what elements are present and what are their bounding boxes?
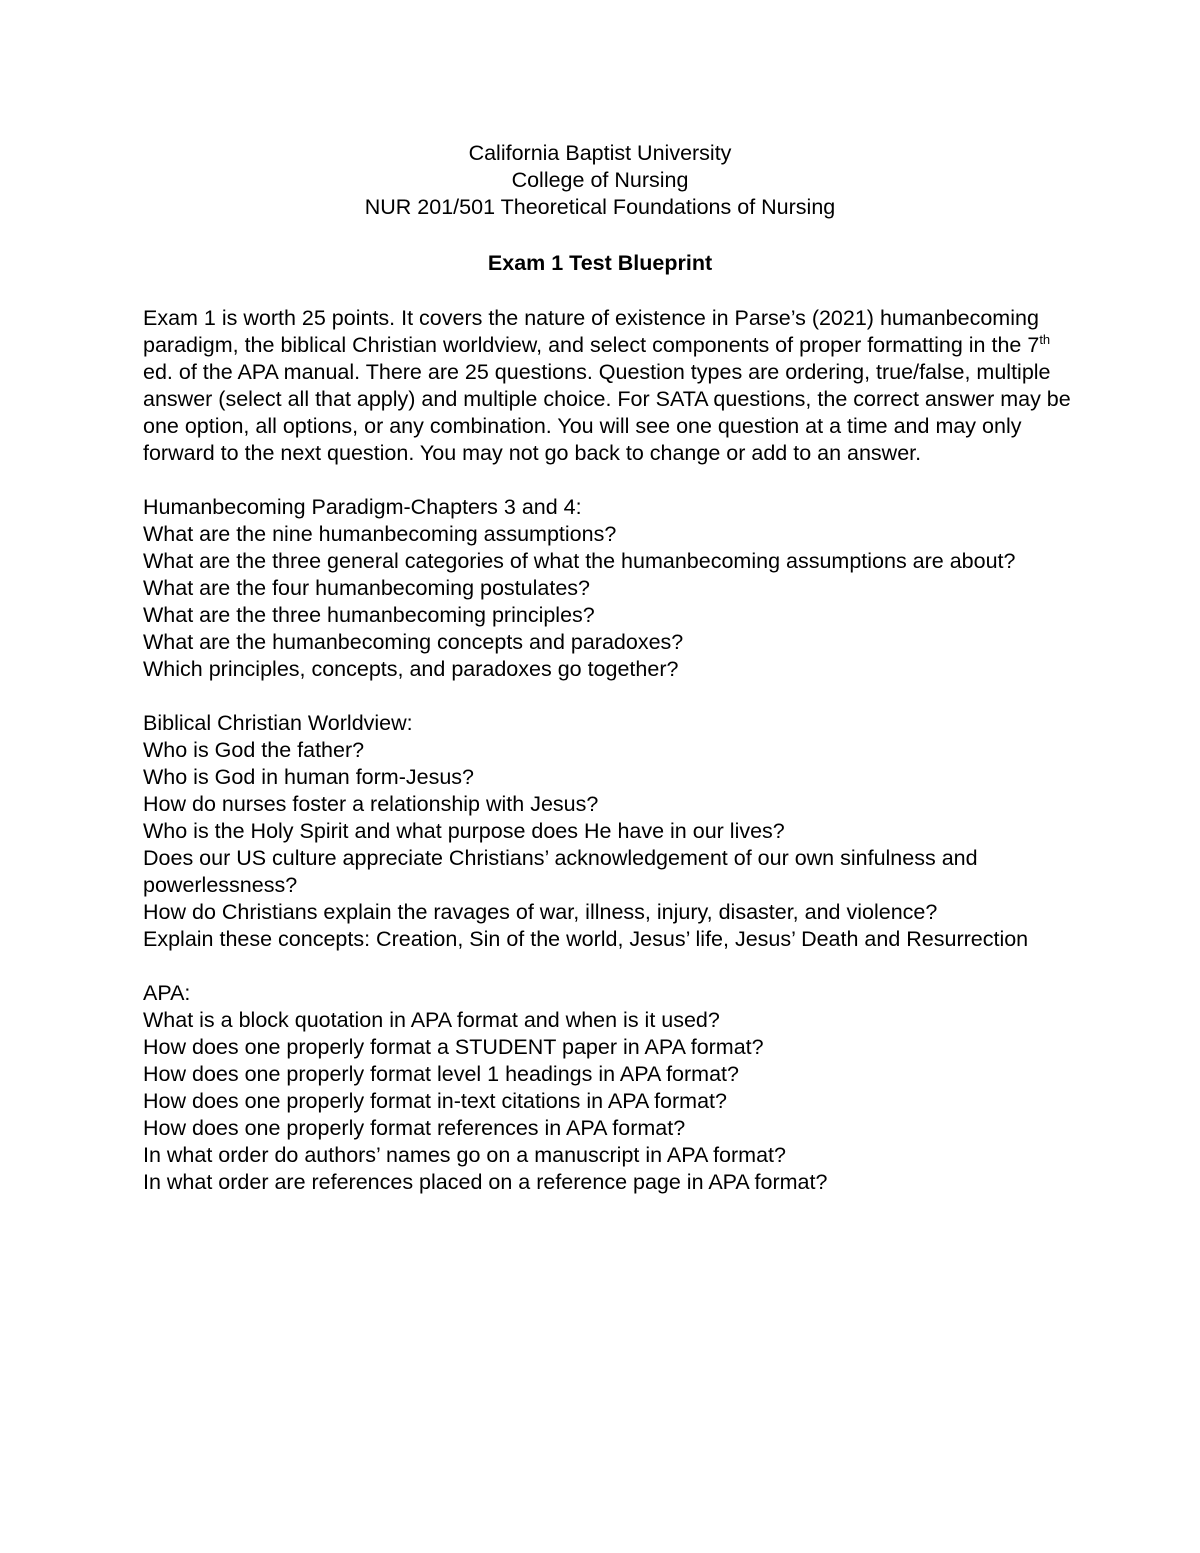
document-body — [143, 305, 1078, 1196]
university-name: California Baptist University — [468, 141, 732, 165]
question-item: In what order do authors’ names go on a manuscript in APA format? — [143, 1143, 786, 1167]
intro-superscript: th — [1039, 331, 1051, 347]
question-item: Does our US culture appreciate Christians’ acknowledgement of our own sinfulness and powerlessness? — [143, 846, 978, 897]
question-item: Who is God the father? — [143, 738, 365, 762]
question-item: Who is the Holy Spirit and what purpose does He have in our lives? — [143, 819, 785, 843]
question-item: How do Christians explain the ravages of war, illness, injury, disaster, and violence? — [143, 900, 938, 924]
question-item: Which principles, concepts, and paradoxes go together? — [143, 657, 679, 681]
question-item: How does one properly format references in APA format? — [143, 1116, 686, 1140]
intro-text-part2: ed. of the APA manual. There are 25 questions. Question types are ordering, true/false, multiple answer (select all that apply) and multiple choice. For SATA questions, the correct answer may be one option, all options, or any combination. You will see one question at a time and may only forward to the next question. You may not go back to change or add to an answer. — [143, 360, 1071, 465]
question-item: In what order are references placed on a reference page in APA format? — [143, 1170, 828, 1194]
section-christian-worldview — [143, 710, 1078, 953]
section-humanbecoming — [143, 494, 1078, 683]
course-title: NUR 201/501 Theoretical Foundations of Nursing — [364, 195, 836, 219]
college-name: College of Nursing — [511, 168, 689, 192]
section-heading: APA: — [143, 981, 191, 1005]
question-item: How does one properly format level 1 headings in APA format? — [143, 1062, 739, 1086]
intro-paragraph — [143, 305, 1078, 467]
question-item: What are the humanbecoming concepts and paradoxes? — [143, 630, 684, 654]
question-item: How does one properly format in-text citations in APA format? — [143, 1089, 727, 1113]
question-item: What are the three general categories of what the humanbecoming assumptions are about? — [143, 549, 1016, 573]
question-item: What are the four humanbecoming postulates? — [143, 576, 590, 600]
question-item: How do nurses foster a relationship with Jesus? — [143, 792, 599, 816]
question-item: What are the three humanbecoming principles? — [143, 603, 595, 627]
question-item: What are the nine humanbecoming assumptions? — [143, 522, 617, 546]
question-item: How does one properly format a STUDENT paper in APA format? — [143, 1035, 764, 1059]
question-item: What is a block quotation in APA format and when is it used? — [143, 1008, 720, 1032]
question-item: Explain these concepts: Creation, Sin of the world, Jesus’ life, Jesus’ Death and Resurrection — [143, 927, 1029, 951]
section-apa — [143, 980, 1078, 1196]
question-item: Who is God in human form-Jesus? — [143, 765, 474, 789]
section-heading: Biblical Christian Worldview: — [143, 711, 413, 735]
document-header — [0, 140, 1200, 221]
exam-title: Exam 1 Test Blueprint — [487, 251, 713, 275]
section-heading: Humanbecoming Paradigm-Chapters 3 and 4: — [143, 495, 582, 519]
intro-text-part1: Exam 1 is worth 25 points. It covers the nature of existence in Parse’s (2021) humanbecoming paradigm, the biblical Christian worldview, and select components of proper formatting in the 7 — [143, 306, 1040, 357]
